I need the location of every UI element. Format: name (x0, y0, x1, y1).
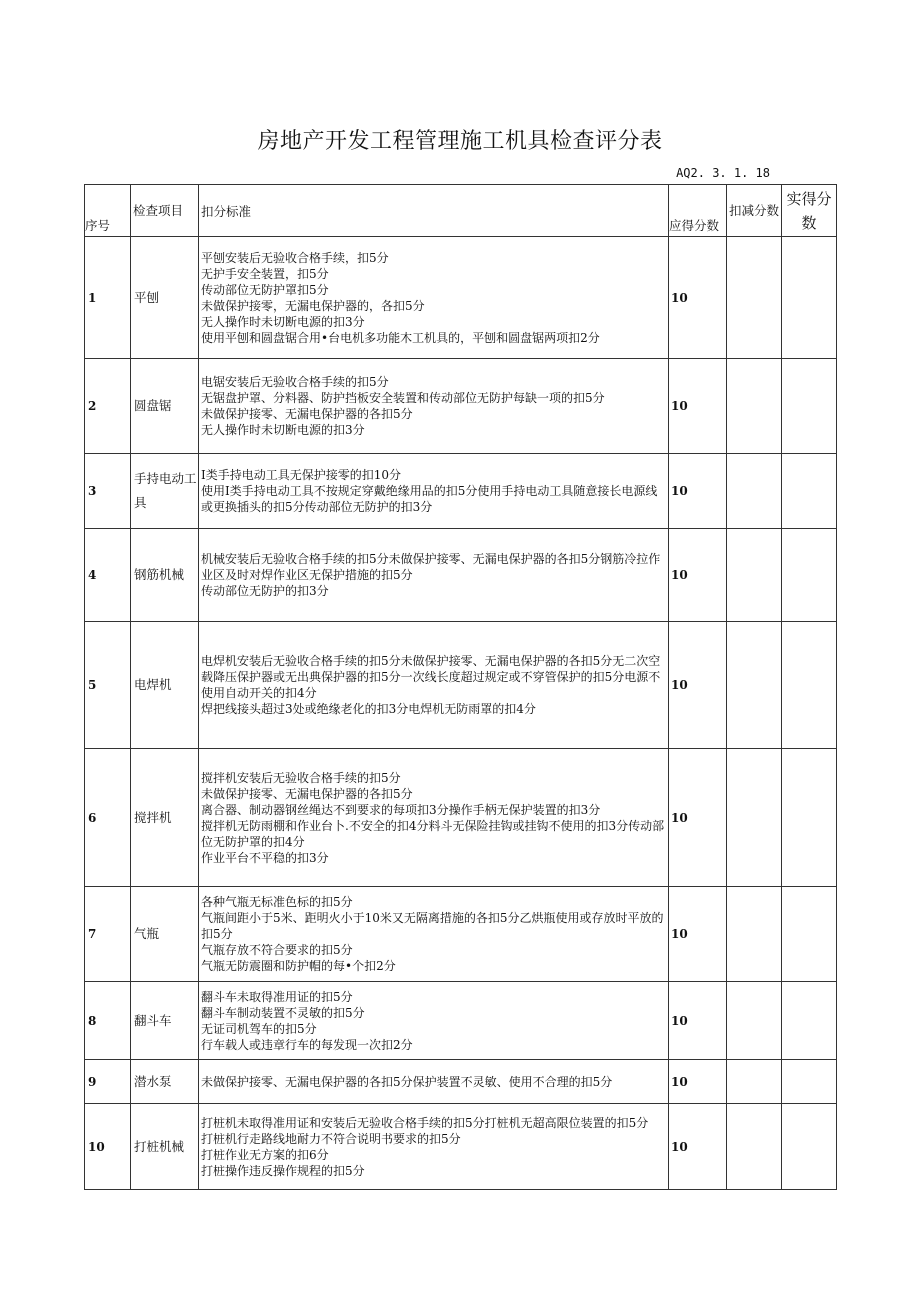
header-full-score: 应得分数 (669, 185, 727, 237)
row-actual-cell[interactable] (782, 529, 837, 622)
table-row (85, 237, 837, 359)
table-body (85, 237, 837, 1190)
table-row (85, 359, 837, 454)
criteria-line: 未做保护接零、无漏电保护器的各扣5分 (201, 407, 413, 421)
page-title: 房地产开发工程管理施工机具检查评分表 (257, 129, 663, 154)
row-seq: 5 (85, 622, 131, 749)
row-deduct-cell[interactable] (727, 982, 782, 1060)
row-actual-cell[interactable] (782, 1060, 837, 1104)
criteria-line: I类手持电动工具无保护接零的扣10分 (201, 468, 402, 482)
row-item: 手持电动工具 (131, 454, 199, 529)
row-seq: 7 (85, 887, 131, 982)
criteria-line: 气瓶无防震圈和防护帽的每•个扣2分 (201, 959, 396, 973)
table-row (85, 454, 837, 529)
criteria-line: 离合器、制动器钢丝绳达不到要求的每项扣3分操作手柄无保护装置的扣3分 (201, 802, 601, 817)
row-criteria (199, 454, 669, 529)
row-criteria (199, 529, 669, 622)
criteria-line: 搅拌机无防雨棚和作业台卜.不安全的扣4分料斗无保险挂钩或挂钩不使用的扣3分传动部位无防护罩的扣4分 (201, 818, 665, 849)
row-item: 翻斗车 (131, 982, 199, 1060)
criteria-line: 打桩机未取得准用证和安装后无验收合格手续的扣5分打桩机无超高限位装置的扣5分 (201, 1115, 649, 1130)
criteria-line: 电锯安装后无验收合格手续的扣5分 (201, 375, 389, 389)
row-full-score: 10 (669, 359, 727, 454)
criteria-line: 焊把线接头超过3处或绝缘老化的扣3分电焊机无防雨罩的扣4分 (201, 702, 536, 716)
row-deduct-cell[interactable] (727, 359, 782, 454)
row-criteria (199, 359, 669, 454)
row-item: 电焊机 (131, 622, 199, 749)
row-full-score: 10 (669, 1104, 727, 1190)
row-item: 搅拌机 (131, 749, 199, 887)
header-row (85, 185, 837, 237)
row-item: 气瓶 (131, 887, 199, 982)
header-criteria: 扣分标准 (199, 185, 669, 237)
row-seq: 6 (85, 749, 131, 887)
row-item: 钢筋机械 (131, 529, 199, 622)
form-code: AQ2. 3. 1. 18 (676, 166, 770, 180)
row-deduct-cell[interactable] (727, 749, 782, 887)
row-actual-cell[interactable] (782, 887, 837, 982)
criteria-line: 翻斗车未取得准用证的扣5分 (201, 989, 353, 1004)
row-deduct-cell[interactable] (727, 887, 782, 982)
row-deduct-cell[interactable] (727, 454, 782, 529)
row-item: 打桩机械 (131, 1104, 199, 1190)
row-actual-cell[interactable] (782, 454, 837, 529)
row-full-score: 10 (669, 982, 727, 1060)
criteria-line: 行车载人或违章行车的每发现一次扣2分 (201, 1037, 413, 1052)
row-seq: 4 (85, 529, 131, 622)
row-item: 圆盘锯 (131, 359, 199, 454)
header-item: 检查项目 (131, 185, 199, 237)
criteria-line: 打桩操作违反操作规程的扣5分 (201, 1163, 365, 1178)
row-seq: 9 (85, 1060, 131, 1104)
criteria-line: 打桩作业无方案的扣6分 (201, 1147, 329, 1162)
criteria-line: 无证司机驾车的扣5分 (201, 1021, 317, 1036)
inspection-score-table (84, 184, 837, 1190)
row-seq: 2 (85, 359, 131, 454)
header-actual: 实得分数 (782, 185, 837, 237)
row-item: 潜水泵 (131, 1060, 199, 1104)
row-full-score: 10 (669, 887, 727, 982)
row-full-score: 10 (669, 1060, 727, 1104)
criteria-line: 未做保护接零、无漏电保护器的各扣5分 (201, 786, 413, 801)
criteria-line: 使用平刨和圆盘锯合用•台电机多功能木工机具的，平刨和圆盘锯两项扣2分 (201, 330, 600, 345)
table-row (85, 982, 837, 1060)
row-criteria (199, 1060, 669, 1104)
table-row (85, 529, 837, 622)
criteria-line: 机械安装后无验收合格手续的扣5分未做保护接零、无漏电保护器的各扣5分钢筋冷拉作业区及时对焊作业区无保护措施的扣5分 (201, 552, 661, 582)
row-criteria (199, 1104, 669, 1190)
row-actual-cell[interactable] (782, 359, 837, 454)
criteria-line: 无人操作时未切断电源的扣3分 (201, 423, 365, 437)
criteria-line: 气瓶存放不符合要求的扣5分 (201, 943, 353, 957)
criteria-line: 传动部位无防护罩扣5分 (201, 282, 329, 297)
row-criteria (199, 887, 669, 982)
row-actual-cell[interactable] (782, 749, 837, 887)
row-actual-cell[interactable] (782, 982, 837, 1060)
row-criteria (199, 237, 669, 359)
row-full-score: 10 (669, 237, 727, 359)
criteria-line: 未做保护接零、无漏电保护器的各扣5分保护装置不灵敏、使用不合理的扣5分 (201, 1074, 613, 1089)
table-row (85, 1104, 837, 1190)
table-row (85, 622, 837, 749)
criteria-line: 未做保护接零，无漏电保护器的，各扣5分 (201, 298, 425, 313)
row-item: 平刨 (131, 237, 199, 359)
criteria-line: 作业平台不平稳的扣3分 (201, 850, 329, 865)
row-full-score: 10 (669, 529, 727, 622)
criteria-line: 无人操作时未切断电源的扣3分 (201, 314, 365, 329)
table-row (85, 887, 837, 982)
row-criteria (199, 749, 669, 887)
header-deduct: 扣减分数 (727, 185, 782, 237)
criteria-line: 各种气瓶无标准色标的扣5分 (201, 895, 353, 909)
row-deduct-cell[interactable] (727, 237, 782, 359)
criteria-line: 翻斗车制动装置不灵敏的扣5分 (201, 1005, 365, 1020)
row-seq: 3 (85, 454, 131, 529)
row-deduct-cell[interactable] (727, 622, 782, 749)
criteria-line: 无护手安全装置，扣5分 (201, 266, 329, 281)
header-seq: 序号 (85, 185, 131, 237)
row-actual-cell[interactable] (782, 1104, 837, 1190)
criteria-line: 气瓶间距小于5米、距明火小于10米又无隔离措施的各扣5分乙烘瓶使用或存放时平放的扣5分 (201, 911, 664, 941)
criteria-line: 电焊机安装后无验收合格手续的扣5分未做保护接零、无漏电保护器的各扣5分无二次空载降压保护器或无出典保护器的扣5分一次线长度超过规定或不穿管保护的扣5分电源不使用自动开关的扣4分 (201, 654, 661, 700)
table-row (85, 749, 837, 887)
row-deduct-cell[interactable] (727, 529, 782, 622)
row-deduct-cell[interactable] (727, 1060, 782, 1104)
criteria-line: 传动部位无防护的扣3分 (201, 584, 329, 598)
row-actual-cell[interactable] (782, 622, 837, 749)
row-full-score: 10 (669, 622, 727, 749)
criteria-line: 搅拌机安装后无验收合格手续的扣5分 (201, 770, 401, 785)
criteria-line: 使用I类手持电动工具不按规定穿戴绝缘用品的扣5分使用手持电动工具随意接长电源线或更换插头的扣5分传动部位无防护的扣3分 (201, 484, 658, 514)
row-seq: 1 (85, 237, 131, 359)
table-row (85, 1060, 837, 1104)
row-criteria (199, 982, 669, 1060)
row-actual-cell[interactable] (782, 237, 837, 359)
row-seq: 10 (85, 1104, 131, 1190)
row-full-score: 10 (669, 749, 727, 887)
row-deduct-cell[interactable] (727, 1104, 782, 1190)
criteria-line: 平刨安装后无验收合格手续，扣5分 (201, 250, 389, 265)
row-seq: 8 (85, 982, 131, 1060)
row-full-score: 10 (669, 454, 727, 529)
row-criteria (199, 622, 669, 749)
criteria-line: 打桩机行走路线地耐力不符合说明书要求的扣5分 (201, 1131, 461, 1146)
criteria-line: 无锯盘护罩、分料器、防护挡板安全装置和传动部位无防护每缺一项的扣5分 (201, 391, 605, 405)
